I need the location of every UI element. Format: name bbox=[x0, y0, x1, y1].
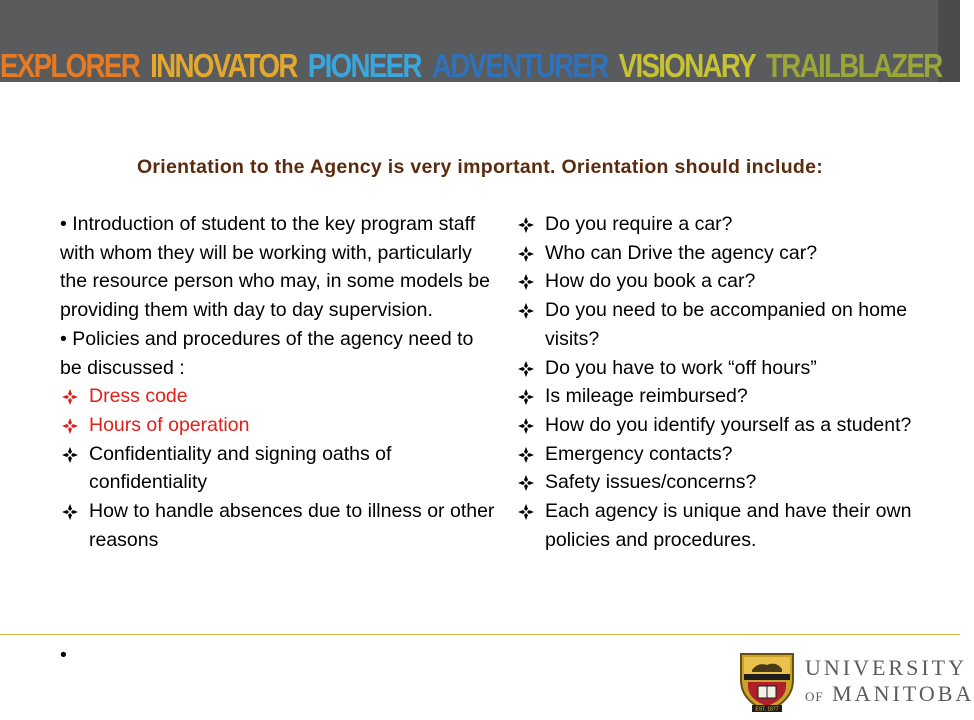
diamond-bullet-icon bbox=[518, 246, 534, 262]
list-item bbox=[516, 354, 940, 383]
diamond-bullet-icon bbox=[518, 447, 534, 463]
crest-year: EST. 1877 bbox=[755, 706, 779, 713]
banner-word-visionary: VISIONARY bbox=[618, 47, 755, 84]
right-column bbox=[516, 210, 940, 554]
diamond-bullet-icon bbox=[518, 217, 534, 233]
diamond-bullet-icon bbox=[518, 504, 534, 520]
list-item-dress-code bbox=[60, 382, 496, 411]
empty-bullet: • bbox=[60, 644, 67, 666]
intro-paragraph: • Introduction of student to the key program staff with whom they will be working with, particularly the resource person who may, in some models be providing them with day to day supervision. bbox=[60, 213, 490, 322]
list-item-text: Confidentiality and signing oaths of confidentiality bbox=[89, 442, 392, 494]
list-item bbox=[516, 296, 940, 353]
banner-word-pioneer: PIONEER bbox=[307, 47, 421, 84]
list-item bbox=[516, 239, 940, 268]
diamond-bullet-icon bbox=[62, 389, 78, 405]
diamond-bullet-icon bbox=[518, 418, 534, 434]
list-item bbox=[516, 210, 940, 239]
banner-word-explorer: EXPLORER bbox=[0, 47, 140, 84]
banner-word-innovator: INNOVATOR bbox=[150, 47, 297, 84]
list-item-text: How do you identify yourself as a student? bbox=[545, 413, 912, 436]
list-item-text: Do you need to be accompanied on home visits? bbox=[545, 299, 908, 350]
list-item-text: Safety issues/concerns? bbox=[545, 471, 757, 494]
diamond-bullet-icon bbox=[518, 475, 534, 491]
university-name: MANITOBA bbox=[832, 681, 974, 706]
left-column bbox=[60, 210, 496, 554]
list-item bbox=[516, 411, 940, 440]
list-item bbox=[516, 440, 940, 469]
list-item-text: Do you require a car? bbox=[545, 213, 733, 235]
list-item-hours bbox=[60, 411, 496, 440]
list-item-absences bbox=[60, 497, 496, 554]
slide-title: Orientation to the Agency is very important. Orientation should include: bbox=[136, 156, 824, 178]
list-item bbox=[516, 497, 940, 554]
diamond-bullet-icon bbox=[518, 361, 534, 377]
list-item bbox=[516, 267, 940, 296]
university-of: OF bbox=[805, 689, 824, 704]
university-wordmark bbox=[805, 656, 974, 709]
list-item-confidentiality bbox=[60, 440, 496, 497]
diamond-bullet-icon bbox=[518, 274, 534, 290]
footer-divider bbox=[0, 634, 960, 635]
banner-word-trailblazer: TRAILBLAZER bbox=[766, 47, 942, 84]
list-item-text: How do you book a car? bbox=[545, 270, 756, 293]
diamond-bullet-icon bbox=[62, 504, 78, 520]
university-crest-icon bbox=[738, 650, 796, 717]
list-item-text: Each agency is unique and have their own policies and procedures. bbox=[545, 500, 912, 551]
list-item-text: How to handle absences due to illness or other reasons bbox=[89, 500, 495, 551]
list-item-text: Hours of operation bbox=[89, 413, 250, 436]
diamond-bullet-icon bbox=[62, 418, 78, 434]
policies-paragraph: • Policies and procedures of the agency need to be discussed : bbox=[60, 327, 474, 379]
university-wordmark-line2 bbox=[805, 682, 974, 709]
list-item-text: Is mileage reimbursed? bbox=[545, 385, 748, 408]
diamond-bullet-icon bbox=[62, 447, 78, 463]
list-item bbox=[516, 468, 940, 497]
diamond-bullet-icon bbox=[518, 389, 534, 405]
diamond-bullet-icon bbox=[518, 303, 534, 319]
banner-word-adventurer: ADVENTURER bbox=[431, 47, 608, 84]
list-item-text: Dress code bbox=[89, 385, 188, 408]
list-item bbox=[516, 382, 940, 411]
list-item-text: Who can Drive the agency car? bbox=[545, 241, 818, 264]
list-item-text: Emergency contacts? bbox=[545, 442, 733, 465]
university-wordmark-line1: UNIVERSITY bbox=[805, 655, 967, 680]
banner-words bbox=[0, 46, 947, 86]
list-item-text: Do you have to work “off hours” bbox=[545, 356, 817, 379]
